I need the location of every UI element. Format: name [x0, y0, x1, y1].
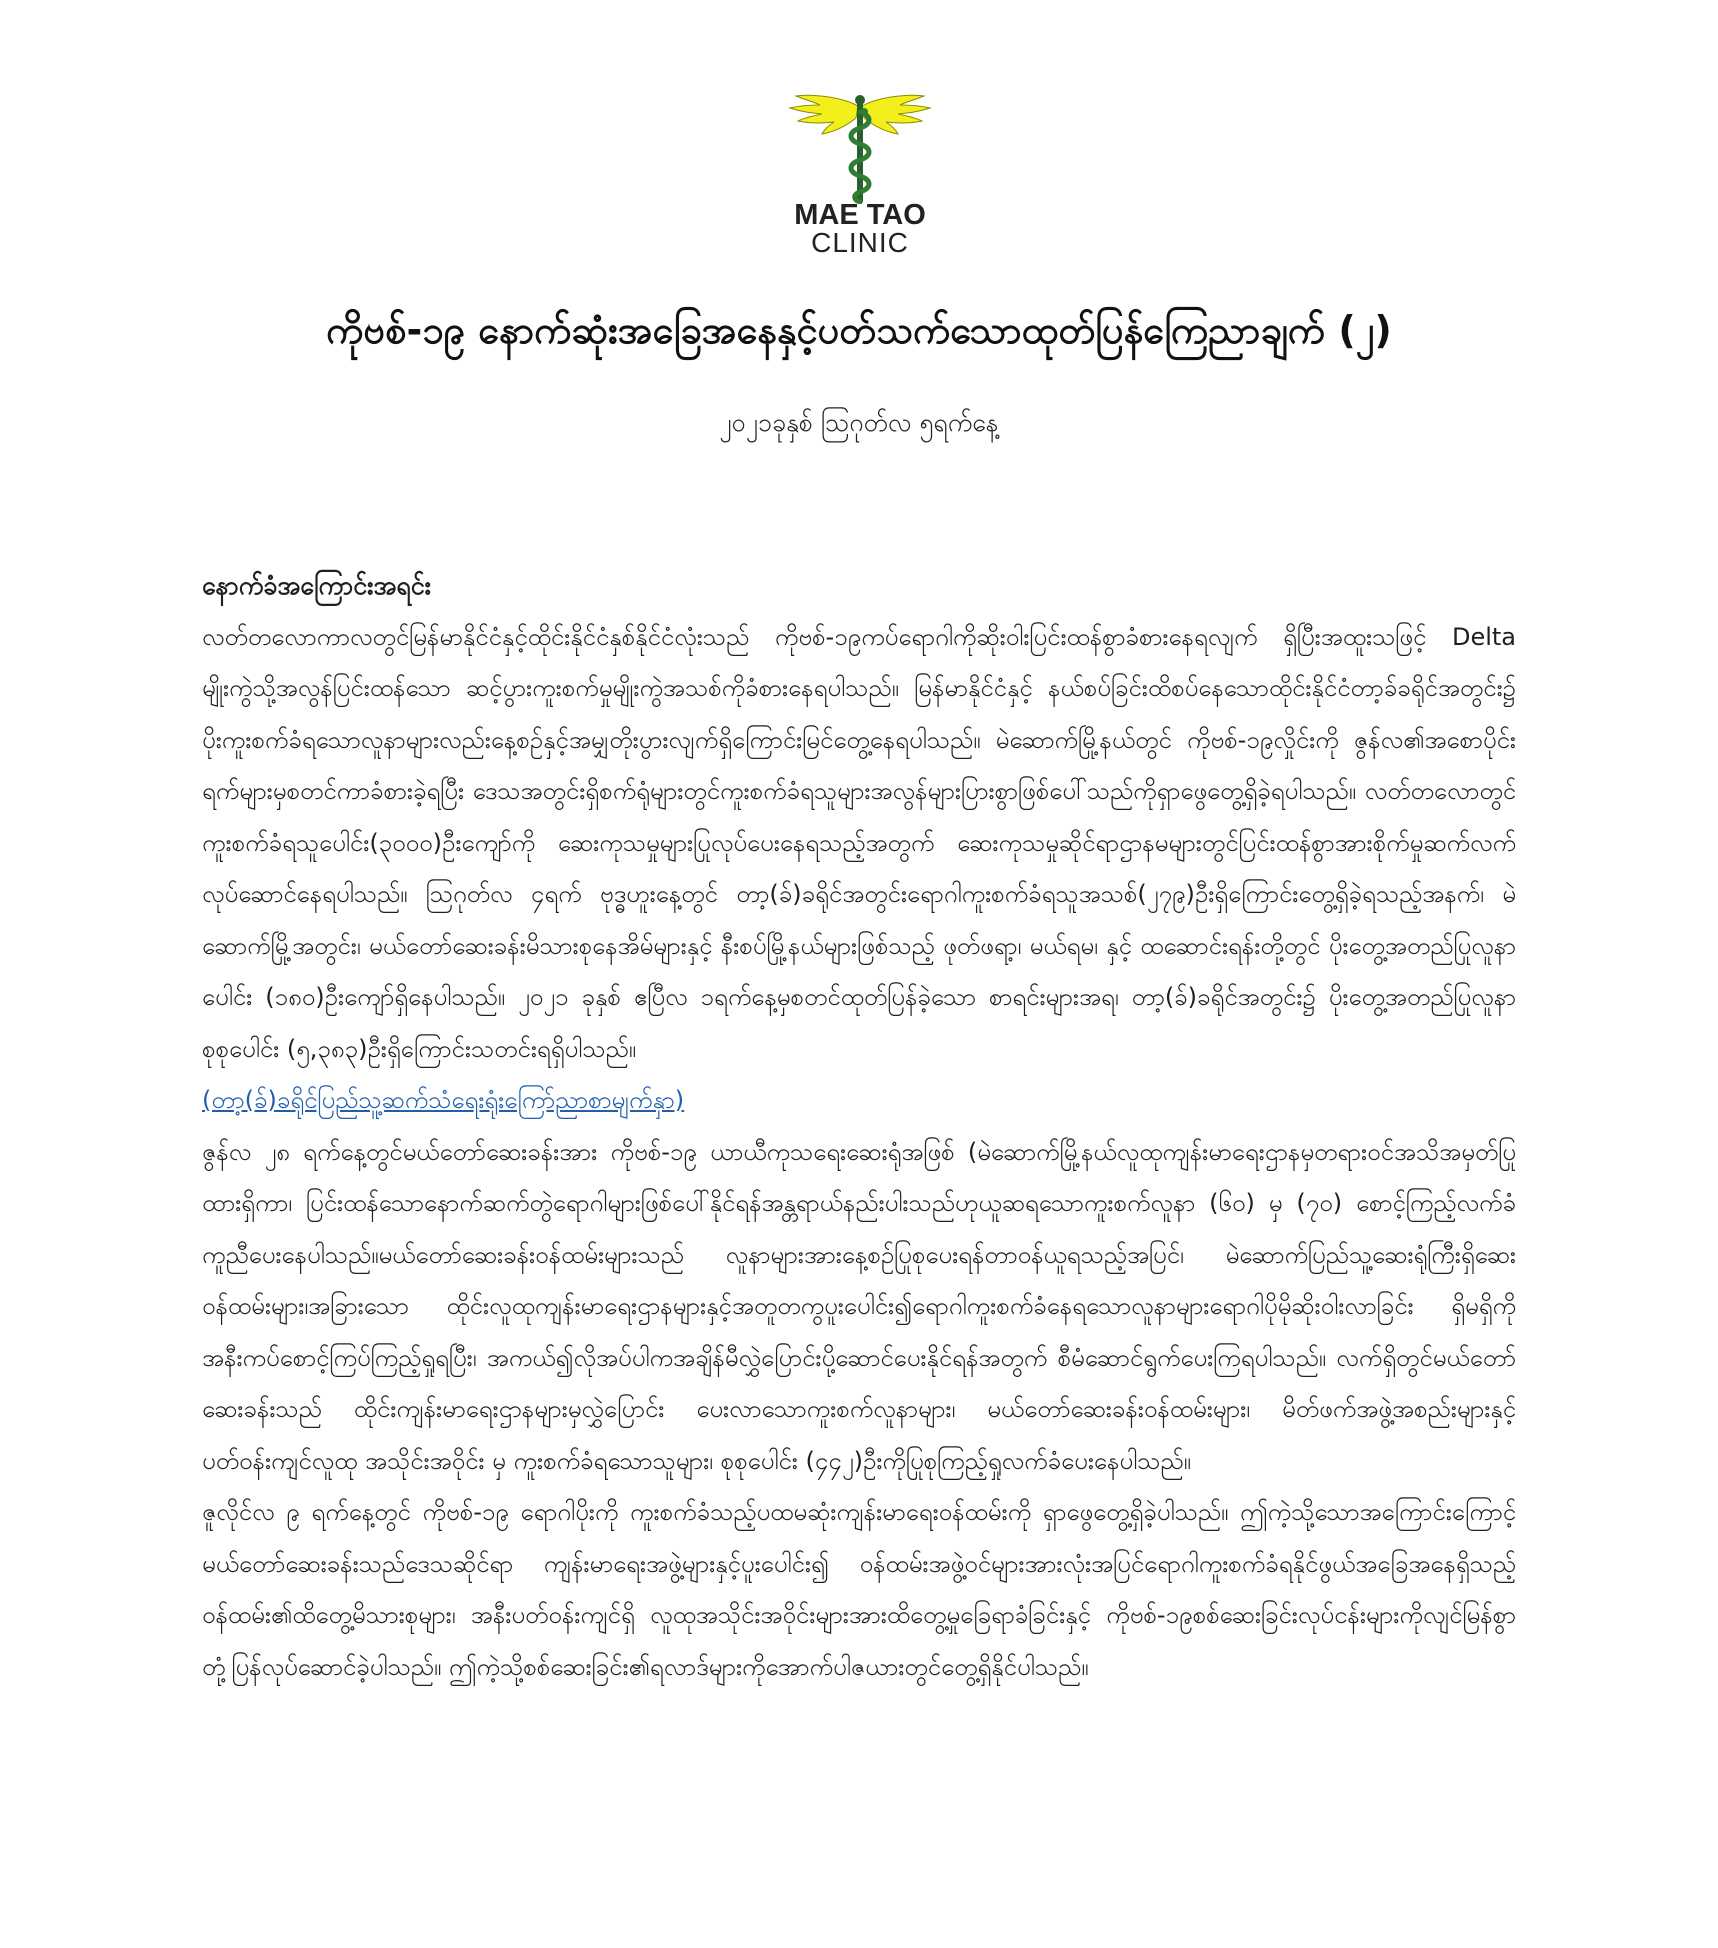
source-link[interactable]: (တာ့(ခ်)ခရိုင်ပြည်သူ့ဆက်သံရေးရုံးကြော်ညာစာမျက်နှာ) [202, 1086, 685, 1114]
section-heading-background: နောက်ခံအကြောင်းအရင်း [202, 571, 432, 600]
statement-date: ၂၀၂၁ခုနှစ် ဩဂုတ်လ ၅ရက်နေ့ [719, 408, 999, 437]
paragraph-background: လတ်တလောကာလတွင်မြန်မာနိုင်ငံနှင့်ထိုင်းနိုင်ငံနှစ်နိုင်ငံလုံးသည် ကိုဗစ်-၁၉ကပ်ရောဂါကိုဆိုးဝါးပြင်းထန်စွာခံစားနေရလျက် ရှိပြီးအထူးသဖြင့် Delta မျိုးကွဲသို့အလွန်ပြင်းထန်သော ဆင့်ပွားကူးစက်မှုမျိုးကွဲအသစ်ကိုခံစားနေရပါသည်။ မြန်မာနိုင်ငံနှင့် နယ်စပ်ခြင်းထိစပ်နေသောထိုင်းနိုင်ငံတာ့ခ်ခရိုင်အတွင်း၌ ပိုးကူးစက်ခံရသောလူနာများလည်းနေ့စဉ်နှင့်အမျှတိုးပွားလျက်ရှိကြောင်းမြင်တွေ့နေရပါသည်။ မဲဆောက်မြို့နယ်တွင် ကိုဗစ်-၁၉လှိုင်းကို ဇွန်လ၏အစောပိုင်းရက်များမှစတင်ကာခံစားခဲ့ရပြီး ဒေသအတွင်းရှိစက်ရုံများတွင်ကူးစက်ခံရသူများအလွန်များပြားစွာဖြစ်ပေါ်သည်ကိုရှာဖွေတွေ့ရှိခဲ့ရပါသည်။ လတ်တလောတွင်ကူးစက်ခံရသူပေါင်း(၃၀၀၀)ဦးကျော်ကို ဆေးကုသမှုများပြုလုပ်ပေးနေရသည့်အတွက် ဆေးကုသမှုဆိုင်ရာဌာနမများတွင်ပြင်းထန်စွာအားစိုက်မှုဆက်လက်လုပ်ဆောင်နေရပါသည်။ ဩဂုတ်လ ၄ရက် ဗုဒ္ဓဟူးနေ့တွင် တာ့(ခ်)ခရိုင်အတွင်းရောဂါကူးစက်ခံရသူအသစ်(၂၇၉)ဦးရှိကြောင်းတွေ့ရှိခဲ့ရသည့်အနက်၊ မဲဆောက်မြို့အတွင်း၊ မယ်တော်ဆေးခန်းမိသားစုနေအိမ်များနှင့် နီးစပ်မြို့နယ်များဖြစ်သည့် ဖုတ်ဖရာ့၊ မယ်ရမ၊ နှင့် ထဆောင်းရန်းတို့တွင် ပိုးတွေ့အတည်ပြုလူနာပေါင်း (၁၈၀)ဦးကျော်ရှိနေပါသည်။ ၂၀၂၁ ခုနှစ် ဧပြီလ ၁ရက်နေ့မှစတင်ထုတ်ပြန်ခဲ့သော စာရင်းများအရ၊ တာ့(ခ်)ခရိုင်အတွင်း၌ ပိုးတွေ့အတည်ပြုလူနာစုစုပေါင်း (၅,၃၈၃)ဦးရှိကြောင်းသတင်းရရှိပါသည်။ [202, 622, 1516, 1063]
mae-tao-clinic-logo [780, 92, 940, 262]
paragraph-staff-testing: ဇူလိုင်လ ၉ ရက်နေ့တွင် ကိုဗစ်-၁၉ ရောဂါပိုးကို ကူးစက်ခံသည့်ပထမဆုံးကျန်းမာရေးဝန်ထမ်းကို ရှာဖွေတွေ့ရှိခဲ့ပါသည်။ ဤကဲ့သို့သောအကြောင်းကြောင့် မယ်တော်ဆေးခန်းသည်ဒေသဆိုင်ရာ ကျန်းမာရေးအဖွဲ့များနှင့်ပူးပေါင်း၍ ဝန်ထမ်းအဖွဲ့ဝင်များအားလုံးအပြင်ရောဂါကူးစက်ခံရနိုင်ဖွယ်အခြေအနေရှိသည့်ဝန်ထမ်း၏ထိတွေ့မိသားစုများ၊ အနီးပတ်ဝန်းကျင်ရှိ လူထုအသိုင်းအဝိုင်းများအားထိတွေ့မှုခြေရာခံခြင်းနှင့် ကိုဗစ်-၁၉စစ်ဆေးခြင်းလုပ်ငန်းများကိုလျင်မြန်စွာတုံ့ပြန်လုပ်ဆောင်ခဲ့ပါသည်။ ဤကဲ့သို့စစ်ဆေးခြင်း၏ရလာဒ်များကိုအောက်ပါဇယားတွင်တွေ့ရှိနိုင်ပါသည်။ [202, 1498, 1516, 1681]
caduceus-icon [780, 92, 940, 204]
logo-text-line1: MAE TAO [794, 199, 926, 231]
document-body [202, 560, 1516, 1693]
statement-title: ကိုဗစ်-၁၉ နောက်ဆုံးအခြေအနေနှင့်ပတ်သက်သောထုတ်ပြန်ကြေညာချက် (၂) [326, 308, 1392, 352]
logo-text-line2: CLINIC [811, 227, 909, 258]
paragraph-clinic-response: ဇွန်လ ၂၈ ရက်နေ့တွင်မယ်တော်ဆေးခန်းအား ကိုဗစ်-၁၉ ယာယီကုသရေးဆေးရုံအဖြစ် (မဲဆောက်မြို့နယ်လူထုကျန်းမာရေးဌာနမှတရားဝင်အသိအမှတ်ပြုထားရှိကာ၊ ပြင်းထန်သောနောက်ဆက်တွဲရောဂါများဖြစ်ပေါ်နိုင်ရန်အန္တရာယ်နည်းပါးသည်ဟုယူဆရသောကူးစက်လူနာ (၆၀) မှ (၇၀) စောင့်ကြည့်လက်ခံကူညီပေးနေပါသည်။မယ်တော်ဆေးခန်းဝန်ထမ်းများသည် လူနာများအားနေ့စဉ်ပြုစုပေးရန်တာဝန်ယူရသည့်အပြင်၊ မဲဆောက်ပြည်သူ့ဆေးရုံကြီးရှိဆေးဝန်ထမ်းများ၊အခြားသော ထိုင်းလူထုကျန်းမာရေးဌာနများနှင့်အတူတကွပူးပေါင်း၍ရောဂါကူးစက်ခံနေရသောလူနာများရောဂါပိုမိုဆိုးဝါးလာခြင်း ရှိမရှိကိုအနီးကပ်စောင့်ကြပ်ကြည့်ရှုရပြီး၊ အကယ်၍လိုအပ်ပါကအချိန်မီလွှဲပြောင်းပို့ဆောင်ပေးနိုင်ရန်အတွက် စီမံဆောင်ရွက်ပေးကြရပါသည်။ လက်ရှိတွင်မယ်တော်ဆေးခန်းသည် ထိုင်းကျန်းမာရေးဌာနများမှလွှဲပြောင်း ပေးလာသောကူးစက်လူနာများ၊ မယ်တော်ဆေးခန်းဝန်ထမ်းများ၊ မိတ်ဖက်အဖွဲ့အစည်းများနှင့်ပတ်ဝန်းကျင်လူထု အသိုင်းအဝိုင်း မှ ကူးစက်ခံရသောသူများ၊ စုစုပေါင်း (၄၄၂)ဦးကိုပြုစုကြည့်ရှုလက်ခံပေးနေပါသည်။ [202, 1137, 1516, 1475]
